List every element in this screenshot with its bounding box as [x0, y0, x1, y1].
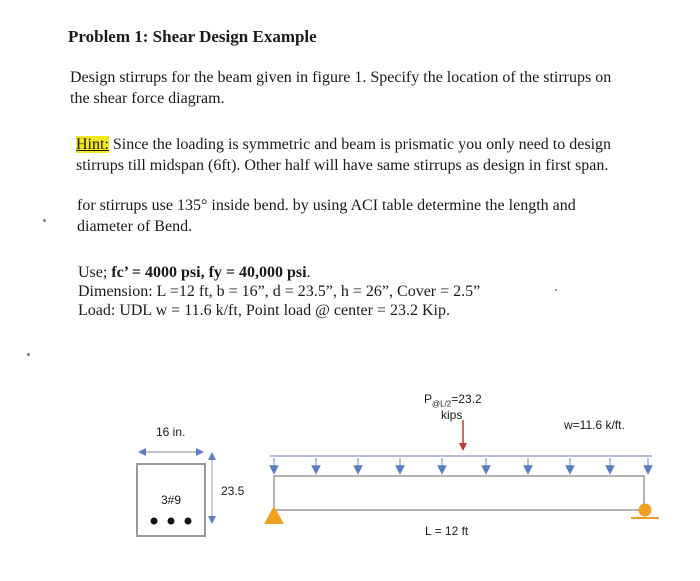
- material-properties: fc’ = 4000 psi, fy = 40,000 psi: [111, 264, 307, 281]
- udl-arrows: [274, 458, 648, 470]
- rebar-3: [185, 518, 192, 525]
- rebar-label: 3#9: [161, 493, 182, 507]
- bend-line-2: diameter of Bend.: [77, 218, 193, 235]
- width-arrow-right-icon: [196, 448, 204, 456]
- intro-line-1: Design stirrups for the beam given in figure 1. Specify the location of the stirrups on: [70, 69, 612, 86]
- point-load-units: kips: [441, 408, 463, 422]
- point-load-subscript: @L/2: [432, 399, 452, 409]
- rebar-1: [151, 518, 158, 525]
- problem-title: Problem 1: Shear Design Example: [68, 27, 317, 46]
- beam-body: [274, 476, 644, 510]
- beam-elevation: [264, 420, 659, 524]
- point-load-value: =23.2: [451, 392, 482, 406]
- udl-label: w=11.6 k/ft.: [564, 418, 625, 432]
- point-load-label: [424, 392, 482, 408]
- depth-arrow-down-icon: [208, 516, 216, 524]
- use-line-end: .: [306, 264, 311, 281]
- pin-support-left: [264, 506, 284, 524]
- width-arrow-left-icon: [138, 448, 146, 456]
- section-depth-label: 23.5: [221, 484, 245, 498]
- hint-line-1-text: Since the loading is symmetric and beam is prismatic you only need to design: [108, 136, 612, 153]
- intro-line-2: the shear force diagram.: [70, 90, 225, 107]
- hint-line-2: stirrups till midspan (6ft). Other half will have same stirrups as design in first span.: [76, 157, 609, 174]
- point-load-symbol: P: [424, 392, 433, 406]
- point-load-arrow-icon: [459, 420, 467, 451]
- bend-line-1: for stirrups use 135° inside bend. by using ACI table determine the length and: [77, 197, 576, 214]
- load-line: Load: UDL w = 11.6 k/ft, Point load @ center = 23.2 Kip.: [78, 302, 450, 319]
- section-width-label: 16 in.: [156, 425, 186, 439]
- use-label: Use;: [78, 264, 112, 281]
- roller-support-right: [639, 504, 652, 517]
- span-label: L = 12 ft: [425, 524, 469, 538]
- depth-arrow-up-icon: [208, 452, 216, 460]
- dimension-line: Dimension: L =12 ft, b = 16”, d = 23.5”, h = 26”, Cover = 2.5”: [78, 283, 481, 300]
- rebar-2: [168, 518, 175, 525]
- hint-label: Hint:: [76, 136, 109, 153]
- beam-cross-section: [137, 448, 216, 536]
